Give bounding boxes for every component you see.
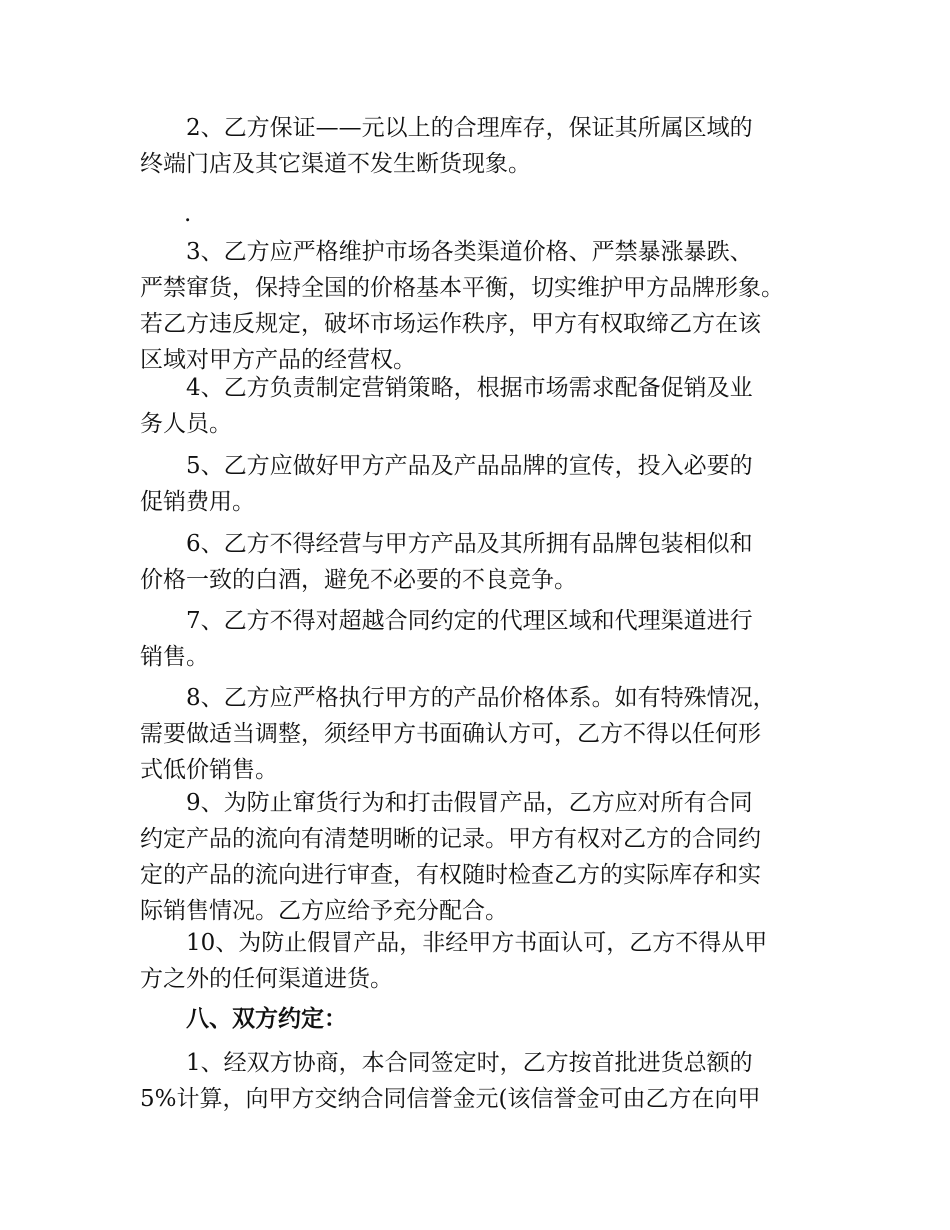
clause-6: 6、乙方不得经营与甲方产品及其所拥有品牌包装相似和 价格一致的白酒，避免不必要的不良竞争。 bbox=[140, 531, 753, 593]
clause-7: 7、乙方不得对超越合同约定的代理区域和代理渠道进行 销售。 bbox=[140, 608, 753, 670]
clause-8: 8、乙方应严格执行甲方的产品价格体系。如有特殊情况， 需要做适当调整，须经甲方书面确认方可，乙方不得以任何形 式低价销售。 bbox=[140, 685, 776, 783]
clause-4: 4、乙方负责制定营销策略，根据市场需求配备促销及业 务人员。 bbox=[140, 375, 753, 437]
clause-10: 10、为防止假冒产品，非经甲方书面认可，乙方不得从甲 方之外的任何渠道进货。 bbox=[140, 930, 768, 992]
section-heading: 八、双方约定： bbox=[186, 1005, 347, 1032]
clause-9: 9、为防止窜货行为和打击假冒产品，乙方应对所有合同 约定产品的流向有清楚明晰的记录。甲方有权对乙方的合同约 定的产品的流向进行审查，有权随时检查乙方的实际库存和实 际销售情况。乙方应给予充分配合。 bbox=[140, 790, 761, 924]
clause-5: 5、乙方应做好甲方产品及产品品牌的宣传，投入必要的 促销费用。 bbox=[140, 453, 753, 515]
clause-3: 3、乙方应严格维护市场各类渠道价格、严禁暴涨暴跌、 严禁窜货，保持全国的价格基本平衡，切实维护甲方品牌形象。 若乙方违反规定，破坏市场运作秩序，甲方有权取缔乙方在该 区域对甲方产品的经营权。 bbox=[140, 239, 784, 373]
stray-dot: . bbox=[184, 201, 192, 227]
agreement-clause-1: 1、经双方协商，本合同签定时，乙方按首批进货总额的 5%计算，向甲方交纳合同信誉金元(该信誉金可由乙方在向甲 bbox=[140, 1050, 761, 1112]
clause-2: 2、乙方保证——元以上的合理库存，保证其所属区域的 终端门店及其它渠道不发生断货现象。 bbox=[140, 115, 753, 177]
